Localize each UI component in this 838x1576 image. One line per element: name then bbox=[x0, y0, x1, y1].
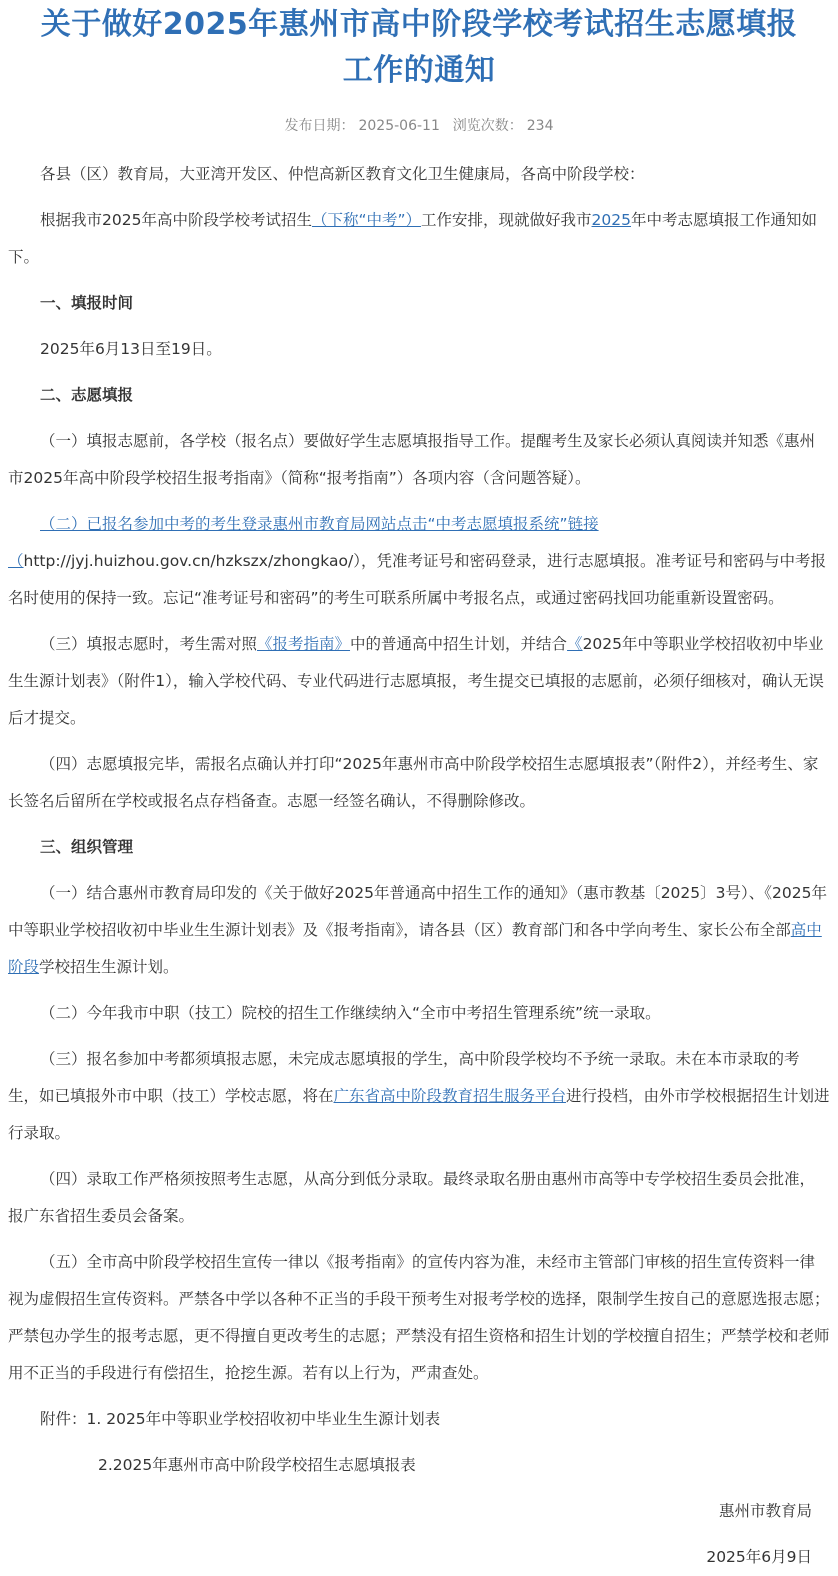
zhongkao-link[interactable]: （下称“中考”） bbox=[311, 211, 422, 229]
section-1-title: 一、填报时间 bbox=[40, 294, 134, 312]
intro-text-3: 年中考志愿填报工作通知如下。 bbox=[8, 211, 817, 266]
article-body bbox=[8, 156, 830, 1576]
plan-table-link[interactable]: 《 bbox=[567, 635, 583, 653]
guide-link[interactable]: 《报考指南》 bbox=[257, 635, 351, 653]
article-title-line2: 工作的通知 bbox=[342, 53, 496, 88]
volunteer-system-link[interactable]: （二）已报名参加中考的考生登录惠州市教育局网站点击“中考志愿填报系统”链接（ bbox=[8, 515, 599, 570]
signer: 惠州市教育局 bbox=[718, 1502, 812, 1520]
section-1-text: 2025年6月13日至19日。 bbox=[40, 340, 222, 358]
greeting: 各县（区）教育局，大亚湾开发区、仲恺高新区教育文化卫生健康局，各高中阶段学校： bbox=[40, 165, 645, 183]
section-3-title: 三、组织管理 bbox=[40, 838, 134, 856]
section-2-item-1: （一）填报志愿前，各学校（报名点）要做好学生志愿填报指导工作。提醒考生及家长必须认真阅读并知悉《惠州市2025年高中阶段学校招生报考指南》（简称“报考指南”）各项内容（含问题答疑）。 bbox=[8, 432, 816, 487]
views-label: 浏览次数： bbox=[452, 118, 523, 134]
intro-text-2: 工作安排，现就做好我市 bbox=[421, 211, 592, 229]
publish-date-label: 发布日期： bbox=[284, 118, 355, 134]
section-2-item-2-text: http://jyj.huizhou.gov.cn/hzkszx/zhongkao/），凭准考证号和密码登录，进行志愿填报。准考证号和密码与中考报名时使用的保持一致。忘记“准考证号和密码”的考生可联系所属中考报名点，或通过密码找回功能重新设置密码。 bbox=[8, 552, 826, 607]
attachment-1: 附件：1. 2025年中等职业学校招收初中毕业生生源计划表 bbox=[40, 1410, 441, 1428]
article-meta bbox=[8, 116, 830, 136]
views-count: 234 bbox=[526, 118, 554, 134]
section-2-item-2 bbox=[8, 506, 830, 617]
article-title bbox=[8, 0, 830, 94]
sign-date: 2025年6月9日 bbox=[706, 1548, 812, 1566]
year-2025-link[interactable]: 2025 bbox=[591, 211, 631, 229]
section-2-item-3: （三）填报志愿时，考生需对照《报考指南》中的普通高中招生计划，并结合《2025年中等职业学校招收初中毕业生生源计划表》（附件1），输入学校代码、专业代码进行志愿填报，考生提交已填报的志愿前，必须仔细核对，确认无误后才提交。 bbox=[8, 635, 824, 727]
article-title-line1: 关于做好2025年惠州市高中阶段学校考试招生志愿填报 bbox=[40, 7, 798, 42]
section-3-item-1: （一）结合惠州市教育局印发的《关于做好2025年普通高中招生工作的通知》（惠市教基〔2025〕3号）、《2025年中等职业学校招收初中毕业生生源计划表》及《报考指南》，请各县（区）教育部门和各中学向考生、家长公布全部高中阶段学校招生生源计划。 bbox=[8, 884, 827, 976]
section-2-title: 二、志愿填报 bbox=[40, 386, 134, 404]
guangdong-platform-link[interactable]: 广东省高中阶段教育招生服务平台 bbox=[333, 1087, 567, 1105]
attachment-2: 2.2025年惠州市高中阶段学校招生志愿填报表 bbox=[98, 1456, 416, 1474]
section-3-item-3: （三）报名参加中考都须填报志愿，未完成志愿填报的学生，高中阶段学校均不予统一录取。未在本市录取的考生，如已填报外市中职（技工）学校志愿，将在广东省高中阶段教育招生服务平台进行投档，由外市学校根据招生计划进行录取。 bbox=[8, 1050, 830, 1142]
section-2-item-4: （四）志愿填报完毕，需报名点确认并打印“2025年惠州市高中阶段学校招生志愿填报表”（附件2），并经考生、家长签名后留所在学校或报名点存档备查。志愿一经签名确认，不得删除修改。 bbox=[8, 755, 819, 810]
publish-date: 2025-06-11 bbox=[358, 118, 440, 134]
intro-paragraph bbox=[8, 202, 830, 276]
section-3-item-4: （四）录取工作严格须按照考生志愿，从高分到低分录取。最终录取名册由惠州市高等中专学校招生委员会批准，报广东省招生委员会备案。 bbox=[8, 1170, 816, 1225]
section-3-item-2: （二）今年我市中职（技工）院校的招生工作继续纳入“全市中考招生管理系统”统一录取。 bbox=[40, 1004, 661, 1022]
high-school-stage-link[interactable]: 高中阶段 bbox=[8, 921, 822, 976]
intro-text-1: 根据我市2025年高中阶段学校考试招生 bbox=[40, 211, 312, 229]
section-3-item-5: （五）全市高中阶段学校招生宣传一律以《报考指南》的宣传内容为准，未经市主管部门审核的招生宣传资料一律视为虚假招生宣传资料。严禁各中学以各种不正当的手段干预考生对报考学校的选择，限制学生按自己的意愿选报志愿；严禁包办学生的报考志愿，更不得擅自更改考生的志愿；严禁没有招生资格和招生计划的学校擅自招生；严禁学校和老师用不正当的手段进行有偿招生，抢挖生源。若有以上行为，严肃查处。 bbox=[8, 1253, 830, 1382]
